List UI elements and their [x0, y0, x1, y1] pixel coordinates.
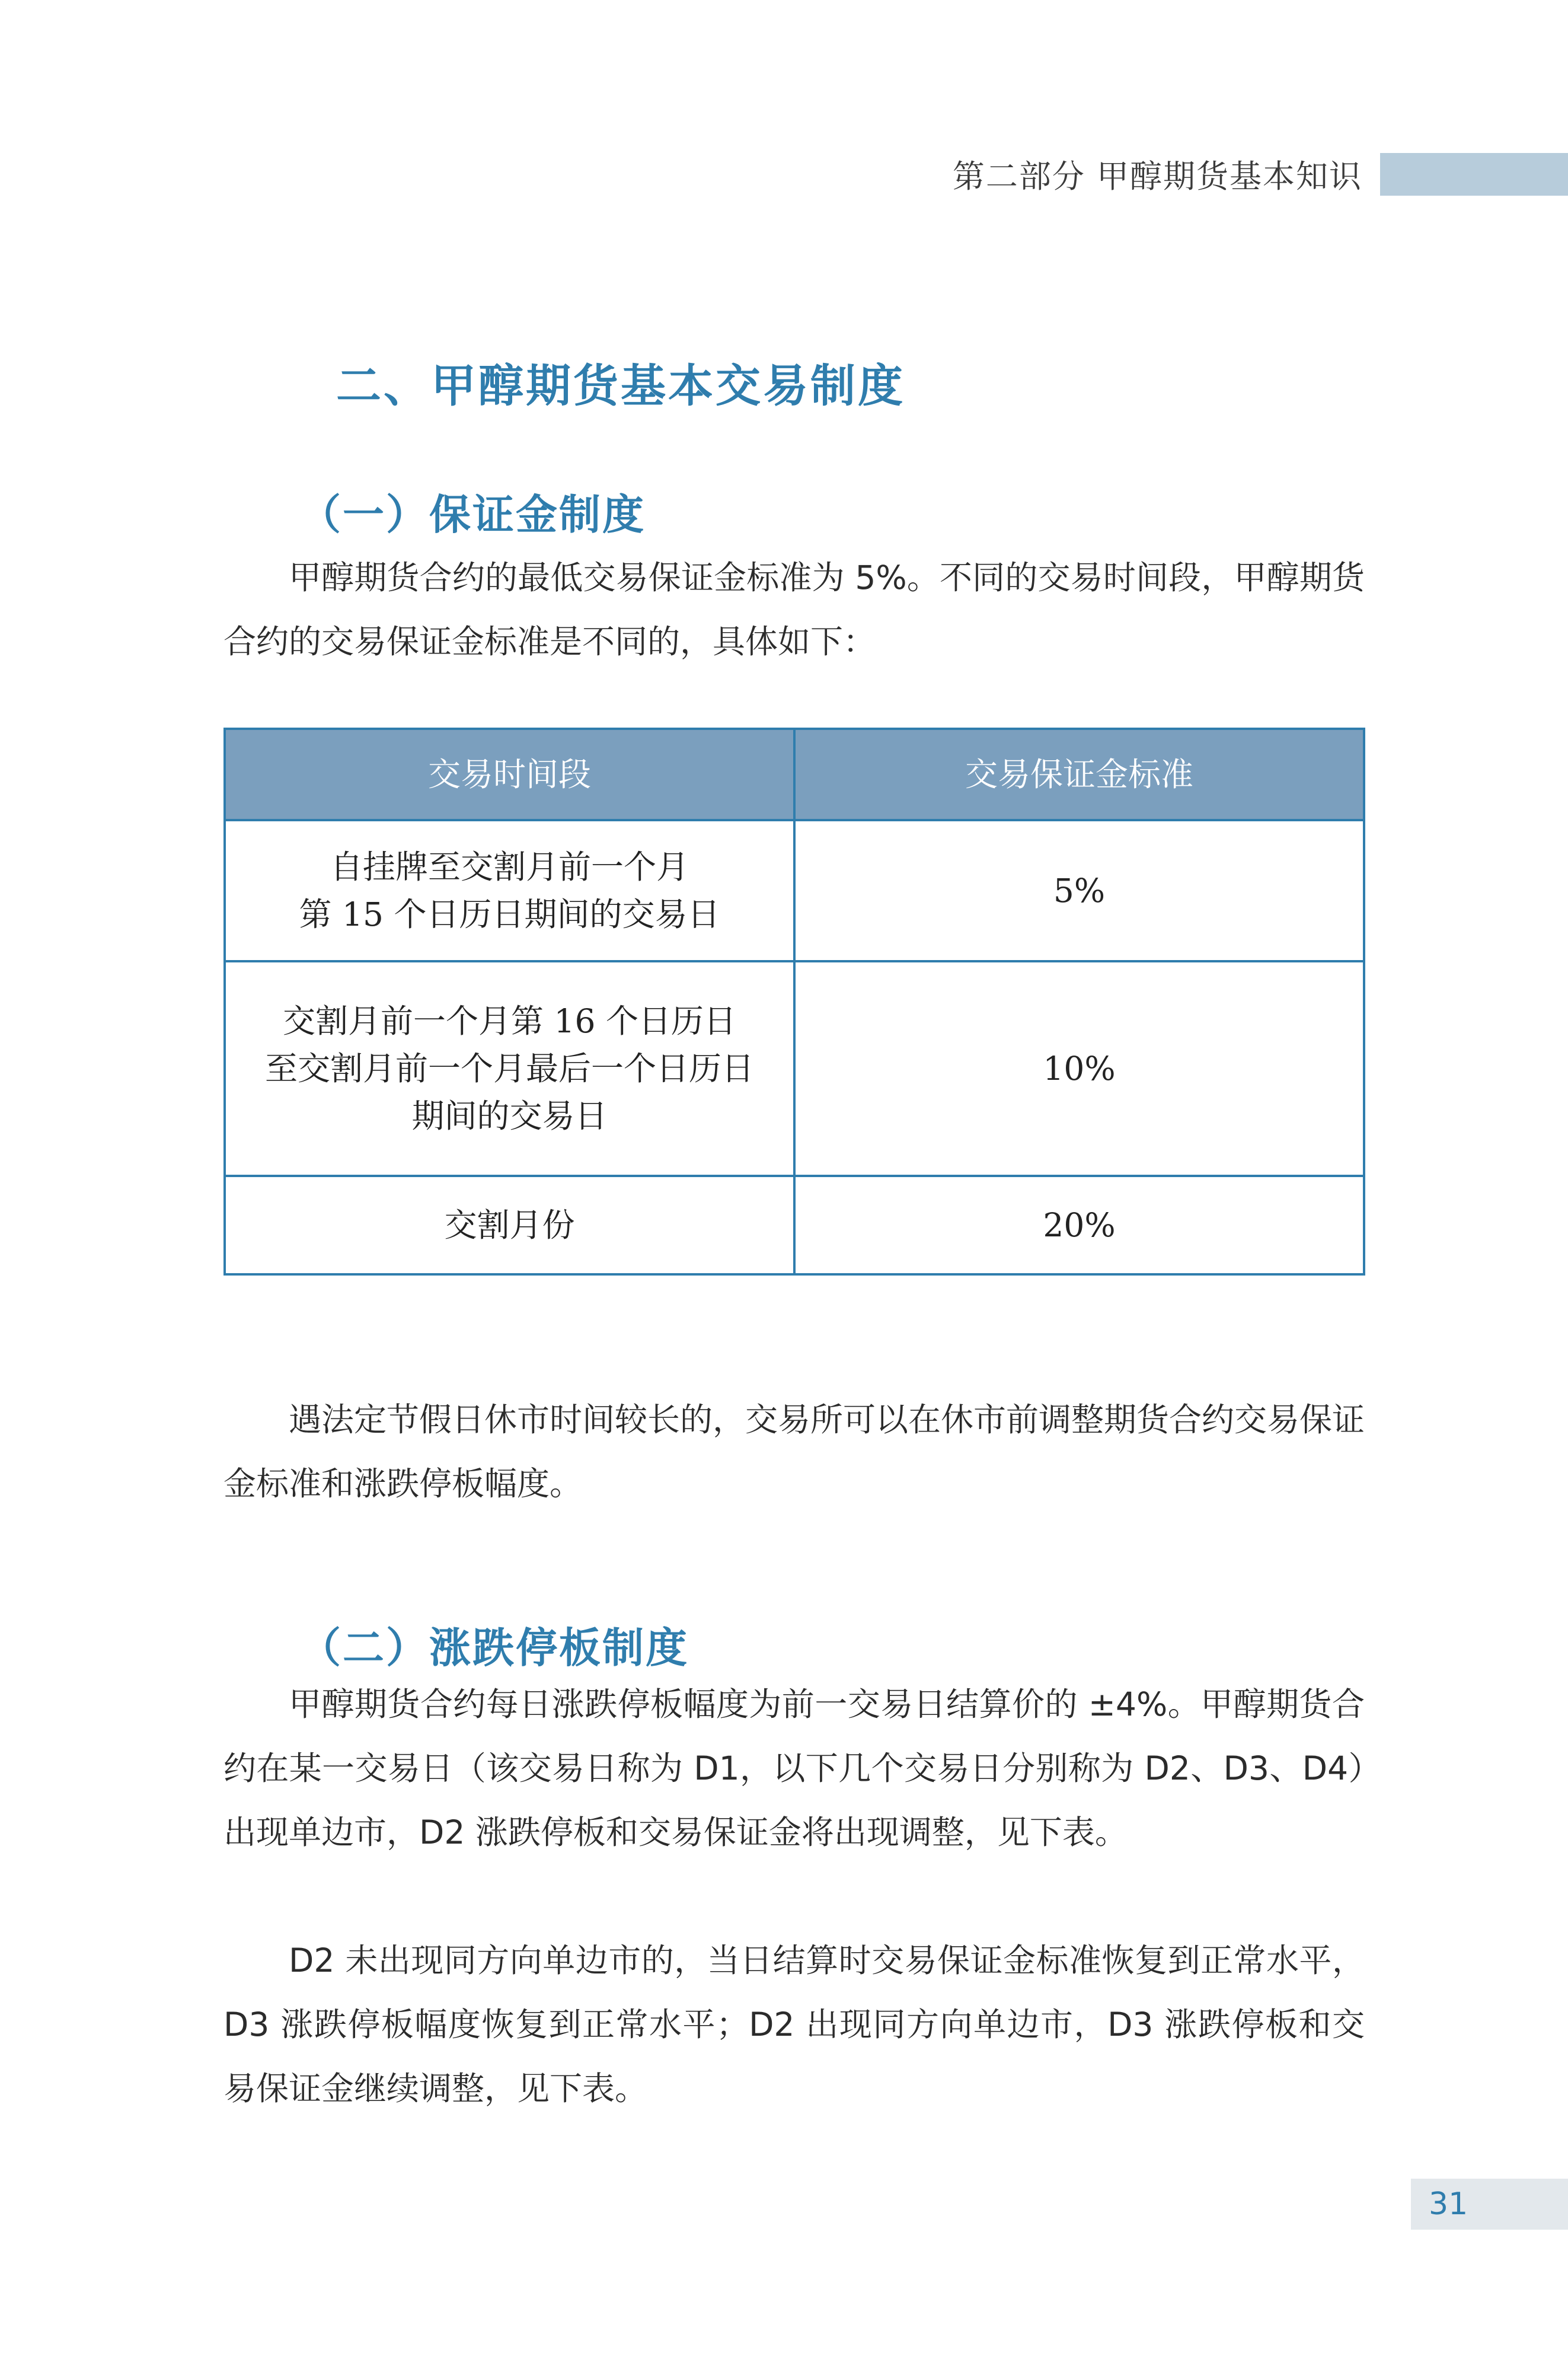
page-number-box	[1411, 2179, 1568, 2230]
price-limit-text-2: D2 未出现同方向单边市的，当日结算时交易保证金标准恢复到正常水平，D3 涨跌停板幅度恢复到正常水平；D2 出现同方向单边市，D3 涨跌停板和交易保证金继续调整，见下表。	[223, 1941, 1365, 2108]
period-line: 交割月份	[444, 1206, 575, 1244]
section-title: 二、甲醇期货基本交易制度	[336, 359, 905, 412]
table-header-row	[225, 729, 1364, 820]
running-header-title: 第二部分 甲醇期货基本知识	[952, 158, 1362, 195]
page-number: 31	[1429, 2186, 1468, 2222]
margin-intro-text: 甲醇期货合约的最低交易保证金标准为 5%。不同的交易时间段，甲醇期货合约的交易保证金标准是不同的，具体如下：	[223, 559, 1365, 661]
price-limit-paragraph-1	[223, 1672, 1365, 1864]
margin-intro-paragraph	[223, 546, 1365, 674]
table-cell-period	[225, 961, 794, 1176]
subsection-title-price-limit: （二）涨跌停板制度	[299, 1624, 689, 1672]
period-line: 期间的交易日	[411, 1097, 608, 1135]
period-line: 交割月前一个月第 16 个日历日	[283, 1002, 736, 1040]
header-accent-bar	[1380, 153, 1568, 196]
price-limit-paragraph-2	[223, 1928, 1365, 2121]
subsection-title-margin: （一）保证金制度	[299, 490, 646, 539]
margin-standard-table	[223, 728, 1365, 1276]
price-limit-text-1: 甲醇期货合约每日涨跌停板幅度为前一交易日结算价的 ±4%。甲醇期货合约在某一交易日（该交易日称为 D1，以下几个交易日分别称为 D2、D3、D4）出现单边市，D2 涨跌停板和交易保证金将出现调整，见下表。	[223, 1685, 1365, 1851]
table-cell-rate: 10%	[794, 961, 1364, 1176]
table-row	[225, 961, 1364, 1176]
table-header-rate: 交易保证金标准	[794, 729, 1364, 820]
table-cell-period	[225, 1176, 794, 1274]
period-line: 第 15 个日历日期间的交易日	[299, 895, 720, 933]
holiday-note-text: 遇法定节假日休市时间较长的，交易所可以在休市前调整期货合约交易保证金标准和涨跌停板幅度。	[223, 1401, 1365, 1503]
table-cell-rate: 5%	[794, 820, 1364, 961]
table-cell-period	[225, 820, 794, 961]
table-row	[225, 1176, 1364, 1274]
holiday-note-paragraph	[223, 1388, 1365, 1516]
table-cell-rate: 20%	[794, 1176, 1364, 1274]
period-line: 自挂牌至交割月前一个月	[330, 848, 689, 886]
period-line: 至交割月前一个月最后一个日历日	[264, 1050, 754, 1088]
table-header-period: 交易时间段	[225, 729, 794, 820]
table-row	[225, 820, 1364, 961]
